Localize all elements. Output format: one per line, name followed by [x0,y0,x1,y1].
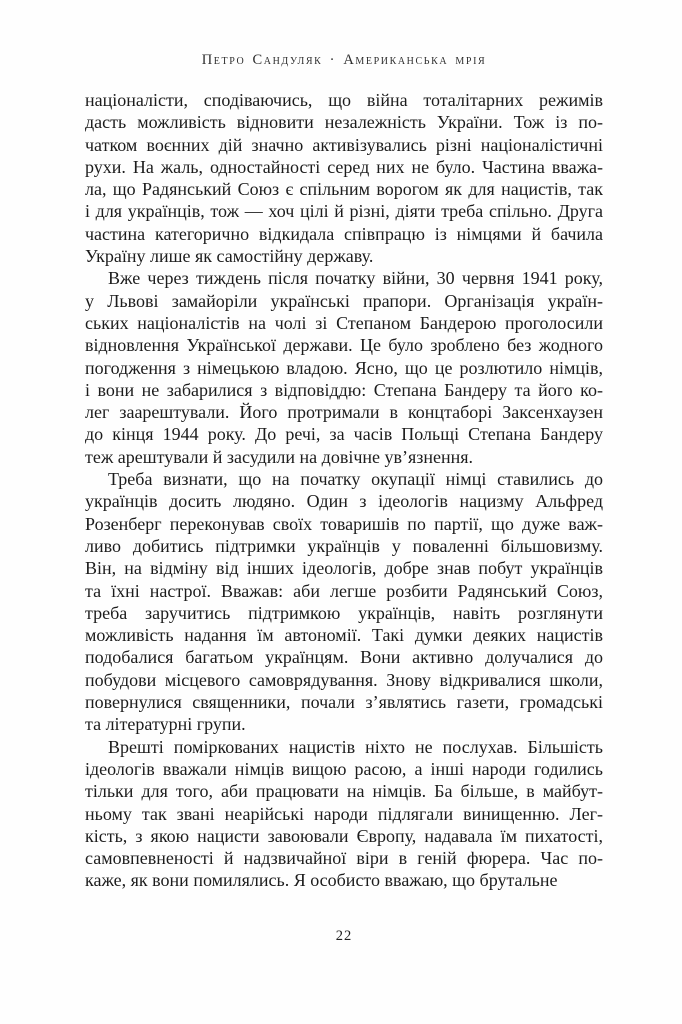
text-line: можливість надання їм автономії. Такі думки деяких нацистів [85,625,603,646]
text-line: Треба визнати, що на початку окупації німці ставились до [108,469,603,490]
text-line: подобалися багатьом українцям. Вони активно долучалися до [85,647,603,668]
text-line: українців досить людяно. Один з ідеологів нацизму Альфред [85,491,603,512]
text-line: і для українців, тож — хоч цілі й різні, діяти треба спільно. Друга [85,201,603,222]
text-line: каже, як вони помилялись. Я особисто вважаю, що брутальне [85,870,558,891]
text-line: у Львові замайоріли українські прапори. Організація україн- [85,290,603,311]
text-line: погодження з німецькою владою. Ясно, що це розлютило німців, [85,357,603,378]
text-line: ньому так звані неарійські народи підлягали винищенню. Лег- [85,803,603,824]
text-line: дасть можливість відновити незалежність України. Тож із по- [85,112,603,133]
text-line: Він, на відміну від інших ідеологів, добре знав побут українців [85,558,603,579]
text-line: побудови місцевого самоврядування. Знову відкривалися школи, [85,669,603,690]
text-line: ських націоналістів на чолі зі Степаном Бандерою проголосили [85,312,603,333]
text-line: лег заарештували. Його протримали в концтаборі Заксенхаузен [85,402,603,423]
text-line: Розенберг переконував своїх товаришів по партії, що дуже важ- [85,513,603,534]
text-line: відновлення Української держави. Це було зроблено без жодного [85,335,603,356]
text-line: ливо добитись підтримки українців у поваленні більшовизму. [85,535,603,556]
text-line: та їхні настрої. Вважав: аби легше розбити Радянський Союз, [85,580,603,601]
body-text [85,89,603,892]
running-header: Петро Сандуляк · Американська мрія [201,52,487,68]
page-number: 22 [335,928,353,944]
text-line: треба заручитись підтримкою українців, навіть розглянути [85,602,603,623]
text-line: повернулися священники, почали з’являтись газети, громадські [85,692,603,713]
text-line: тільки для того, аби працювати на німців. Ба більше, в майбут- [85,781,603,802]
text-line: ла, що Радянський Союз є спільним ворогом як для нацистів, так [85,179,603,200]
text-line: теж арештували й засудили на довічне ув’язнення. [85,446,474,467]
text-line: націоналісти, сподіваючись, що війна тоталітарних режимів [85,90,603,110]
text-line: чатком воєнних дій значно активізувались різні націоналістичні [85,134,603,155]
text-line: Вже через тиждень після початку війни, 30 червня 1941 року, [108,268,603,289]
text-line: Врешті поміркованих нацистів ніхто не послухав. Більшість [108,736,603,757]
text-line: ідеологів вважали німців вищою расою, а інші народи годились [85,758,603,779]
text-line: кість, з якою нацисти завоювали Європу, надавала їм пихатості, [85,825,603,846]
text-line: до кінця 1944 року. До речі, за часів Польщі Степана Бандеру [85,424,603,445]
text-line: рухи. На жаль, одностайності серед них не було. Частина вважа- [85,156,603,177]
text-line: та літературні групи. [85,714,246,735]
text-line: і вони не забарилися з відповіддю: Степана Бандеру та його ко- [85,379,603,400]
text-line: самовпевненості й надзвичайної віри в геній фюрера. Час по- [85,848,603,869]
text-line: Україну лише як самостійну державу. [85,246,374,267]
text-line: частина категорично відкидала співпрацю із німцями й бачила [85,223,603,244]
